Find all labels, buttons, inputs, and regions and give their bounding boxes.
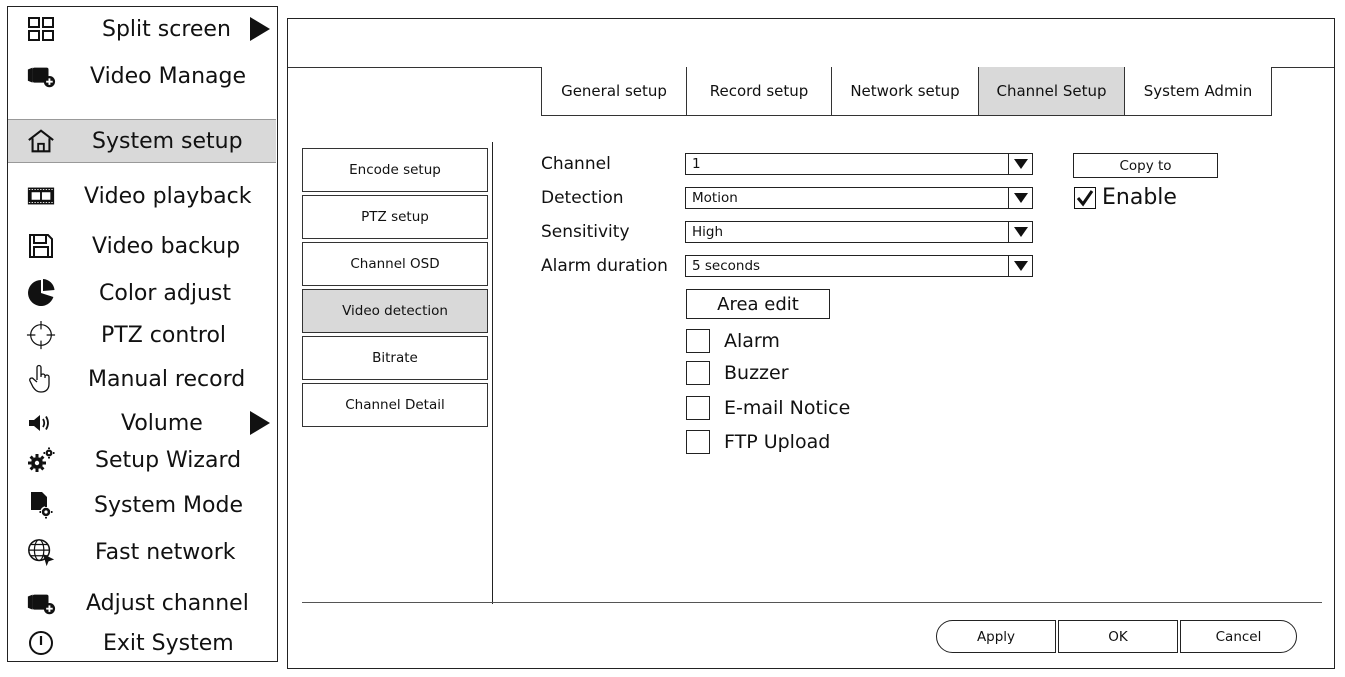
menu-item-video-playback[interactable] (8, 174, 276, 218)
menu-item-fast-network[interactable] (8, 530, 276, 574)
nav-encode-setup[interactable]: Encode setup (302, 148, 488, 192)
submenu-arrow-icon (250, 17, 270, 41)
channel-label: Channel (541, 154, 611, 174)
dropdown-arrow-icon[interactable] (1008, 187, 1032, 209)
alarm-checkbox[interactable] (686, 329, 780, 353)
menu-item-label: Video playback (84, 183, 252, 209)
menu-item-system-setup[interactable] (8, 119, 276, 163)
gears-icon (26, 445, 56, 475)
channel-select[interactable] (685, 153, 1033, 175)
nav-ptz-setup[interactable]: PTZ setup (302, 195, 488, 239)
ftp-upload-checkbox[interactable] (686, 430, 830, 454)
buzzer-checkbox[interactable] (686, 361, 789, 385)
menu-item-ptz-control[interactable] (8, 313, 276, 357)
menu-item-manual-record[interactable] (8, 357, 276, 401)
tab-system-admin[interactable]: System Admin (1124, 67, 1272, 116)
menu-item-label: Video Manage (90, 63, 247, 89)
checkbox-box[interactable] (686, 430, 710, 454)
footer-divider (302, 602, 1322, 603)
menu-item-label: Split screen (102, 16, 231, 42)
ok-button[interactable]: OK (1058, 620, 1178, 653)
tab-channel-setup[interactable]: Channel Setup (978, 67, 1125, 116)
sensitivity-value: High (692, 224, 724, 240)
dropdown-arrow-icon[interactable] (1008, 255, 1032, 277)
detection-select[interactable] (685, 187, 1033, 209)
menu-item-setup-wizard[interactable] (8, 438, 276, 482)
nav-channel-osd[interactable]: Channel OSD (302, 242, 488, 286)
split-screen-icon (26, 14, 56, 44)
nav-video-detection[interactable]: Video detection (302, 289, 488, 333)
apply-button[interactable]: Apply (936, 620, 1056, 653)
email-notice-label: E-mail Notice (724, 397, 851, 419)
enable-label: Enable (1102, 185, 1177, 210)
ftp-upload-label: FTP Upload (724, 431, 831, 453)
cancel-button[interactable]: Cancel (1180, 620, 1297, 653)
pie-chart-icon (26, 278, 56, 308)
menu-item-label: Video backup (92, 233, 241, 259)
nav-channel-detail[interactable]: Channel Detail (302, 383, 488, 427)
menu-item-label: Volume (121, 410, 203, 436)
alarm-duration-value: 5 seconds (692, 258, 761, 274)
film-icon (26, 181, 56, 211)
main-menu (7, 6, 278, 662)
vertical-divider (492, 142, 493, 604)
menu-item-adjust-channel[interactable] (8, 581, 276, 625)
menu-item-label: Setup Wizard (95, 447, 242, 473)
submenu-arrow-icon (250, 411, 270, 435)
menu-item-exit-system[interactable] (8, 621, 276, 665)
floppy-disk-icon (26, 231, 56, 261)
buzzer-label: Buzzer (724, 362, 789, 384)
tab-record-setup[interactable]: Record setup (686, 67, 832, 116)
alarm-label: Alarm (724, 330, 780, 352)
menu-item-label: Exit System (103, 630, 234, 656)
menu-item-video-manage[interactable] (8, 54, 276, 98)
detection-value: Motion (692, 190, 738, 206)
detection-label: Detection (541, 188, 624, 208)
copy-to-button[interactable]: Copy to (1073, 153, 1218, 178)
menu-item-color-adjust[interactable] (8, 271, 276, 315)
checkbox-box[interactable] (686, 361, 710, 385)
tab-network-setup[interactable]: Network setup (831, 67, 979, 116)
menu-item-split-screen[interactable] (8, 7, 276, 51)
crosshair-icon (26, 320, 56, 350)
checkbox-box[interactable] (686, 329, 710, 353)
globe-arrow-icon (26, 537, 56, 567)
camera-plus-icon (26, 61, 56, 91)
system-setup-window (287, 18, 1335, 669)
menu-item-system-mode[interactable] (8, 483, 276, 527)
tab-general-setup[interactable]: General setup (541, 67, 687, 116)
menu-item-video-backup[interactable] (8, 224, 276, 268)
menu-item-label: System setup (92, 128, 243, 154)
menu-item-label: Manual record (88, 366, 246, 392)
area-edit-button[interactable]: Area edit (686, 289, 830, 319)
sensitivity-label: Sensitivity (541, 222, 630, 242)
checkbox-box[interactable] (686, 396, 710, 420)
checkmark-icon[interactable] (1074, 187, 1096, 209)
power-icon (26, 628, 56, 658)
channel-value: 1 (692, 156, 701, 172)
hand-pointer-icon (26, 364, 56, 394)
alarm-duration-label: Alarm duration (541, 256, 668, 276)
alarm-duration-select[interactable] (685, 255, 1033, 277)
sensitivity-select[interactable] (685, 221, 1033, 243)
document-gear-icon (26, 490, 56, 520)
menu-item-label: Color adjust (99, 280, 232, 306)
menu-item-label: System Mode (94, 492, 243, 518)
dropdown-arrow-icon[interactable] (1008, 153, 1032, 175)
home-icon (26, 126, 56, 156)
menu-item-label: PTZ control (101, 322, 227, 348)
menu-item-label: Fast network (95, 539, 236, 565)
enable-checkbox[interactable] (1074, 185, 1177, 210)
email-notice-checkbox[interactable] (686, 396, 850, 420)
camera-plus-icon (26, 588, 56, 618)
nav-bitrate[interactable]: Bitrate (302, 336, 488, 380)
speaker-icon (26, 408, 56, 438)
dropdown-arrow-icon[interactable] (1008, 221, 1032, 243)
menu-item-label: Adjust channel (86, 590, 249, 616)
